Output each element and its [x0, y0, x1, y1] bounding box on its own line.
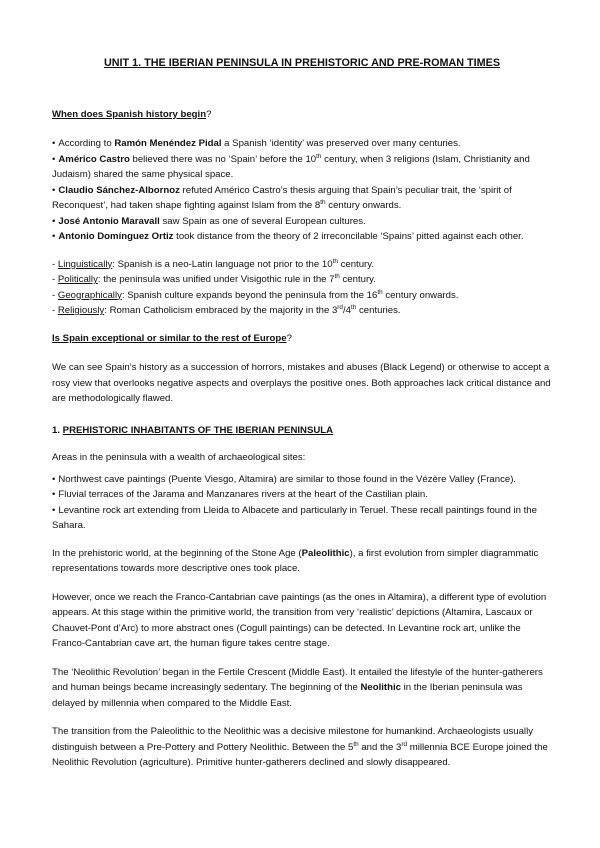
paragraph-stone-age: In the prehistoric world, at the beginning of the Stone Age (Paleolithic), a first evolution from simpler diagrammatic representations towards more descriptive ones took place.	[52, 547, 539, 574]
historian-name: Américo Castro	[58, 153, 130, 165]
list-item: • Claudio Sánchez-Albornoz refuted Américo Castro’s thesis arguing that Spain’s peculiar trait, the ‘spirit of Reconquest’, had taken shape fighting against Islam from the 8th century onwards.	[52, 184, 512, 211]
bullet-icon: •	[52, 231, 56, 242]
question-heading-1-text: When does Spanish history begin	[52, 108, 207, 120]
section-heading-1-text: PREHISTORIC INHABITANTS OF THE IBERIAN PENINSULA	[62, 424, 334, 436]
paragraph-franco-cantabrian: However, once we reach the Franco-Cantabrian cave paintings (as the ones in Altamira), a different type of evolution appears. At this stage within the primitive world, the transition from very ‘realistic’ depictions (Altamira, Lascaux or Chauvet-Pont d’Arc) to more abstract ones (Cogull paintings) can be detected. In Levantine rock art, unlike the Franco-Cantabrian cave art, the human figure takes centre stage.	[52, 591, 547, 649]
historian-name: Ramón Menéndez Pidal	[114, 138, 222, 149]
list-item: • According to Ramón Menéndez Pidal a Spanish ‘identity’ was preserved over many centuries.	[52, 138, 461, 149]
section-heading-1	[52, 423, 552, 439]
historian-name: Antonio Domínguez Ortiz	[58, 231, 174, 242]
bullet-icon: •	[52, 184, 56, 196]
paragraph-neolithic: The ‘Neolithic Revolution’ began in the Fertile Crescent (Middle East). It entailed the lifestyle of the hunter-gatherers and human beings became increasingly sedentary. The beginning of the Neolithic in the Iberian peninsula was delayed by millennia when compared to the Middle East.	[52, 666, 543, 709]
paragraph-exceptionalism: We can see Spain’s history as a succession of horrors, mistakes and abuses (Black Legend) or otherwise to accept a rosy view that overlooks negative aspects and overplays the positive ones. Both approaches lack critical distance and are methodologically flawed.	[52, 362, 551, 404]
document-page	[52, 56, 552, 784]
sites-list	[52, 472, 552, 534]
bullet-icon: •	[52, 153, 56, 165]
list-item: - Geographically: Spanish culture expands beyond the peninsula from the 16th century onwards.	[52, 288, 459, 301]
bullet-icon: •	[52, 138, 56, 149]
list-item: • José Antonio Maravall saw Spain as one of several European cultures.	[52, 215, 366, 227]
aspect-label: Religiously	[57, 305, 105, 316]
paragraph-transition: The transition from the Paleolithic to the Neolithic was a decisive milestone for humankind. Archaeologists usually distinguish between a Pre-Pottery and Pottery Neolithic. Between the 5th and the 3rd millennia BCE Europe joined the Neolithic Revolution (agriculture). Primitive hunter-gatherers declined and slowly disappeared.	[52, 726, 548, 768]
aspect-label: Politically	[57, 274, 98, 285]
paragraph-areas-intro: Areas in the peninsula with a wealth of archaeological sites:	[52, 452, 306, 463]
question-heading-2	[52, 331, 552, 347]
aspects-list	[52, 257, 552, 319]
list-item: - Linguistically: Spanish is a neo-Latin language not prior to the 10th century.	[52, 257, 374, 270]
list-item: - Religiously: Roman Catholicism embraced by the majority in the 3rd/4th centuries.	[52, 303, 401, 316]
question-mark: ?	[206, 108, 212, 120]
list-item: • Fluvial terraces of the Jarama and Manzanares rivers at the heart of the Castilian plain.	[52, 489, 428, 500]
list-item: • Antonio Domínguez Ortiz took distance from the theory of 2 irreconcilable ‘Spains’ pitted against each other.	[52, 231, 524, 242]
question-heading-1	[52, 107, 552, 123]
historian-name: Claudio Sánchez-Albornoz	[58, 184, 180, 196]
historians-list	[52, 136, 552, 245]
bullet-icon: •	[52, 215, 56, 227]
list-item: • Northwest cave paintings (Puente Viesgo, Altamira) are similar to those found in the Vézère Valley (France).	[52, 473, 517, 485]
bullet-icon: •	[52, 504, 56, 516]
page-title: UNIT 1. THE IBERIAN PENINSULA IN PREHISTORIC AND PRE-ROMAN TIMES	[103, 57, 501, 69]
aspect-label: Geographically	[57, 289, 122, 301]
list-item: • Américo Castro believed there was no ‘Spain’ before the 10th century, when 3 religions (Islam, Christianity and Judaism) shared the same physical space.	[52, 152, 530, 180]
question-heading-2-text: Is Spain exceptional or similar to the rest of Europe	[52, 332, 287, 344]
bullet-icon: •	[52, 489, 56, 500]
list-item: - Politically: the peninsula was unified under Visigothic rule in the 7th century.	[52, 272, 376, 285]
list-item: • Levantine rock art extending from Lleida to Albacete and particularly in Teruel. These recall paintings found in the Sahara.	[52, 504, 537, 531]
aspect-label: Linguistically	[57, 258, 113, 270]
question-mark: ?	[286, 332, 292, 344]
bullet-icon: •	[52, 473, 56, 485]
section-number: 1.	[52, 424, 63, 436]
historian-name: José Antonio Maravall	[58, 215, 160, 227]
